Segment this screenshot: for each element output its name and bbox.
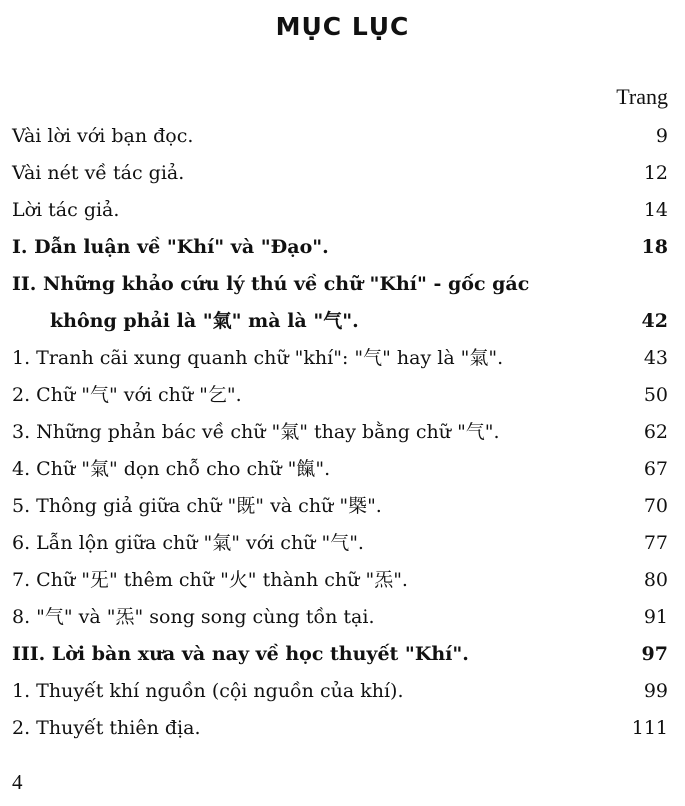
toc-entry bbox=[12, 155, 668, 192]
toc-entry-page: 62 bbox=[643, 421, 668, 443]
toc-entry bbox=[12, 525, 668, 562]
toc-entry-page: 97 bbox=[641, 643, 668, 665]
toc-entry bbox=[12, 710, 668, 747]
toc-entry-title: 2. Chữ "气" với chữ "乞". bbox=[12, 384, 242, 406]
toc-chapter-title: III. Lời bàn xưa và nay về học thuyết "Khí". bbox=[12, 643, 469, 665]
toc-entry-page: 91 bbox=[643, 606, 668, 628]
toc-entry-title: 6. Lẫn lộn giữa chữ "氣" với chữ "气". bbox=[12, 532, 364, 554]
toc-entry-title: Vài lời với bạn đọc. bbox=[12, 125, 194, 147]
toc-chapter bbox=[12, 266, 668, 340]
toc-entry-title: 8. "气" và "炁" song song cùng tồn tại. bbox=[12, 606, 375, 628]
toc-entry-page: 50 bbox=[643, 384, 668, 406]
toc-entry bbox=[12, 192, 668, 229]
table-of-contents bbox=[12, 118, 668, 747]
toc-entry bbox=[12, 340, 668, 377]
toc-entry bbox=[12, 562, 668, 599]
toc-entry-page: 67 bbox=[643, 458, 668, 480]
toc-entry-page: 18 bbox=[641, 236, 668, 258]
toc-entry-page: 111 bbox=[631, 717, 668, 739]
toc-entry bbox=[12, 414, 668, 451]
toc-entry-title: Lời tác giả. bbox=[12, 199, 120, 221]
toc-entry bbox=[12, 118, 668, 155]
page-column-header: Trang bbox=[616, 84, 668, 109]
toc-chapter-title: I. Dẫn luận về "Khí" và "Đạo". bbox=[12, 236, 329, 258]
toc-entry-page: 80 bbox=[643, 569, 668, 591]
toc-entry-title: 1. Tranh cãi xung quanh chữ "khí": "气" hay là "氣". bbox=[12, 347, 504, 369]
toc-entry bbox=[12, 377, 668, 414]
page-number: 4 bbox=[12, 770, 23, 794]
toc-chapter-title-line2: không phải là "氣" mà là "气". bbox=[50, 310, 359, 332]
toc-entry bbox=[12, 673, 668, 710]
toc-entry bbox=[12, 488, 668, 525]
toc-entry-page: 99 bbox=[643, 680, 668, 702]
toc-entry-title: 1. Thuyết khí nguồn (cội nguồn của khí). bbox=[12, 680, 404, 702]
toc-entry-page: 77 bbox=[643, 532, 668, 554]
toc-entry-page: 42 bbox=[641, 310, 668, 332]
toc-entry-title: 3. Những phản bác về chữ "氣" thay bằng chữ "气". bbox=[12, 421, 500, 443]
toc-entry-page: 14 bbox=[643, 199, 668, 221]
toc-entry-page: 12 bbox=[643, 162, 668, 184]
toc-entry-title: 7. Chữ "旡" thêm chữ "火" thành chữ "炁". bbox=[12, 569, 408, 591]
toc-entry-page: 43 bbox=[643, 347, 668, 369]
page-title: MỤC LỤC bbox=[275, 12, 410, 41]
toc-entry-page: 9 bbox=[655, 125, 668, 147]
toc-entry bbox=[12, 451, 668, 488]
toc-chapter bbox=[12, 229, 668, 266]
toc-chapter bbox=[12, 636, 668, 673]
toc-entry-title: 4. Chữ "氣" dọn chỗ cho chữ "餼". bbox=[12, 458, 331, 480]
toc-entry-title: 5. Thông giả giữa chữ "既" và chữ "槩". bbox=[12, 495, 382, 517]
toc-entry-page: 70 bbox=[643, 495, 668, 517]
toc-entry-title: 2. Thuyết thiên địa. bbox=[12, 717, 201, 739]
toc-entry bbox=[12, 599, 668, 636]
toc-entry-title: Vài nét về tác giả. bbox=[12, 162, 185, 184]
toc-chapter-title-line1: II. Những khảo cứu lý thú về chữ "Khí" - gốc gác bbox=[12, 273, 530, 295]
